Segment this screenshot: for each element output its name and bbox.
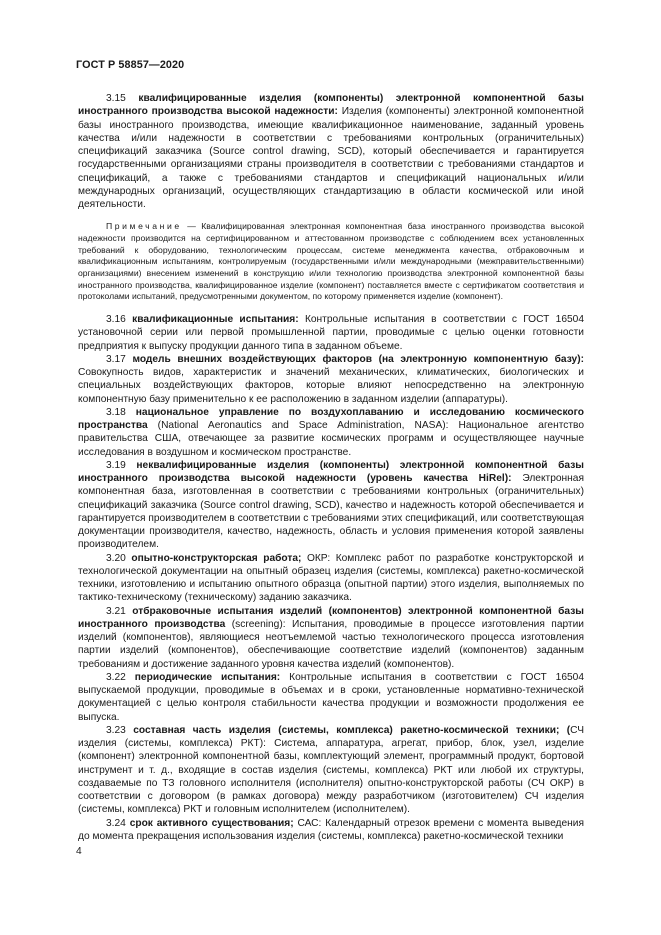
document-body (78, 92, 584, 843)
clause-3-21: 3.21 отбраковочные испытания изделий (компонентов) электронной компонентной базы иностранного производства (screening): Испытания, проводимые в процессе изготовления партии изделий (компонентов), являющиеся неотъемлемой частью технологического процесса изготовления партии изделий (компонентов), обеспечивающие соответствие изделий (компонентов) заданным требованиям и достижение заданного уровня качества изделий (компонентов). (78, 605, 584, 670)
clause-3-23: 3.23 составная часть изделия (системы, комплекса) ракетно-космической техники; (СЧ изделия (системы, комплекса) РКТ): Система, аппаратура, агрегат, прибор, блок, узел, изделие (компонент) электронной компонентной базы, комплектующий элемент, программный продукт, бортовой инструмент и т. д., входящие в состав изделия (системы, комплекса) РКТ или любой их структуры, создаваемые по ТЗ головного исполнителя (исполнителя) опытно-конструкторской работы (СЧ ОКР) в соответствии с договором (в рамках договора) между разработчиком (изготовителем) СЧ изделия (системы, комплекса) РКТ и головным исполнителем (исполнителем). (78, 724, 584, 816)
clause-3-19: 3.19 неквалифицированные изделия (компоненты) электронной компонентной базы иностранного производства высокой надежности (уровень качества HiRel): Электронная компонентная база, изготовленная в соответствии с требованиями контрольных (ограничительных) спецификаций заказчика (Source control drawing, SCD), качество и надежность которой обеспечивается и гарантируется производителем в соответствии с требованиями этих спецификаций, или соответствующая документации производителя, качество, надежность, область и условия применения которой заявлены производителем. (78, 459, 584, 551)
page-number: 4 (76, 846, 82, 857)
clause-3-16: 3.16 квалификационные испытания: Контрольные испытания в соответствии с ГОСТ 16504 установочной серии или первой промышленной партии, проводимые с целью оценки готовности предприятия к выпуску продукции данного типа в заданном объеме. (78, 314, 584, 352)
clause-3-17: 3.17 модель внешних воздействующих факторов (на электронную компонентную базу): Совокупность видов, характеристик и значений механических, климатических, биологических и специальных воздействующих факторов, которые влияют непосредственно на электронную компонентную базу применительно к ее расположению в заданном изделии (аппаратуры). (78, 353, 584, 405)
clause-3-18: 3.18 национальное управление по воздухоплаванию и исследованию космического пространства (National Aeronautics and Space Administration, NASA): Национальное агентство правительства США, отвечающее за развитие космических программ и осуществляющее научные исследования в воздушном и космическом пространстве. (78, 406, 585, 458)
document-header: ГОСТ Р 58857—2020 (76, 59, 185, 71)
clause-3-20: 3.20 опытно-конструкторская работа; ОКР: Комплекс работ по разработке конструкторской и технологической документации на опытный образец изделия (системы, комплекса) ракетно-космической техники, изготовлению и испытанию опытного образца (опытной партии) этого изделия, выполняемых по тактико-техническому (техническому) заданию заказчика. (78, 552, 584, 604)
note: Примечание — Квалифицированная электронная компонентная база иностранного производства высокой надежности производится на сертифицированном и аттестованном производстве с соблюдением всех установленных требований к оборудованию, технологическим процессам, системе менеджмента качества, отбраковочным и квалификационным испытаниям, контролируемым (государственными и/или международными (межправительственными) организациями) внесением изменений в конструкцию и/или технологию производства электронной компонентной базы иностранного производства, квалифицированное изделие (компонент) поставляется вместе с сертификатом соответствия и протоколами испытаний, предусмотренными документом, по которому применяется изделие (компонент). (78, 221, 585, 302)
clause-3-24: 3.24 срок активного существования; САС: Календарный отрезок времени с момента выведения до момента прекращения использования изделия (системы, комплекса) ракетно-космической техники (78, 817, 584, 842)
clause-3-22: 3.22 периодические испытания: Контрольные испытания в соответствии с ГОСТ 16504 выпускаемой продукции, проводимые в объемах и в сроки, установленные нормативно-технической документацией с целью контроля стабильности качества продукции и возможности продолжения ее выпуска. (78, 671, 584, 723)
clause-3-15: 3.15 квалифицированные изделия (компоненты) электронной компонентной базы иностранного производства высокой надежности: Изделия (компоненты) электронной компонентной базы иностранного производства, имеющие квалификационное наименование, заданный уровень качества и/или надежности в соответствии с требованиями контрольных (ограничительных) спецификаций заказчика (Source control drawing, SCD), который обеспечивается и гарантируется государственными организациями страны производителя в соответствии с требованиями стандартов и спецификаций, а также с требованиями стандартов и спецификаций национальных и/или международных организаций, осуществляющих стандартизацию в области космической или иной деятельности. (78, 93, 584, 210)
